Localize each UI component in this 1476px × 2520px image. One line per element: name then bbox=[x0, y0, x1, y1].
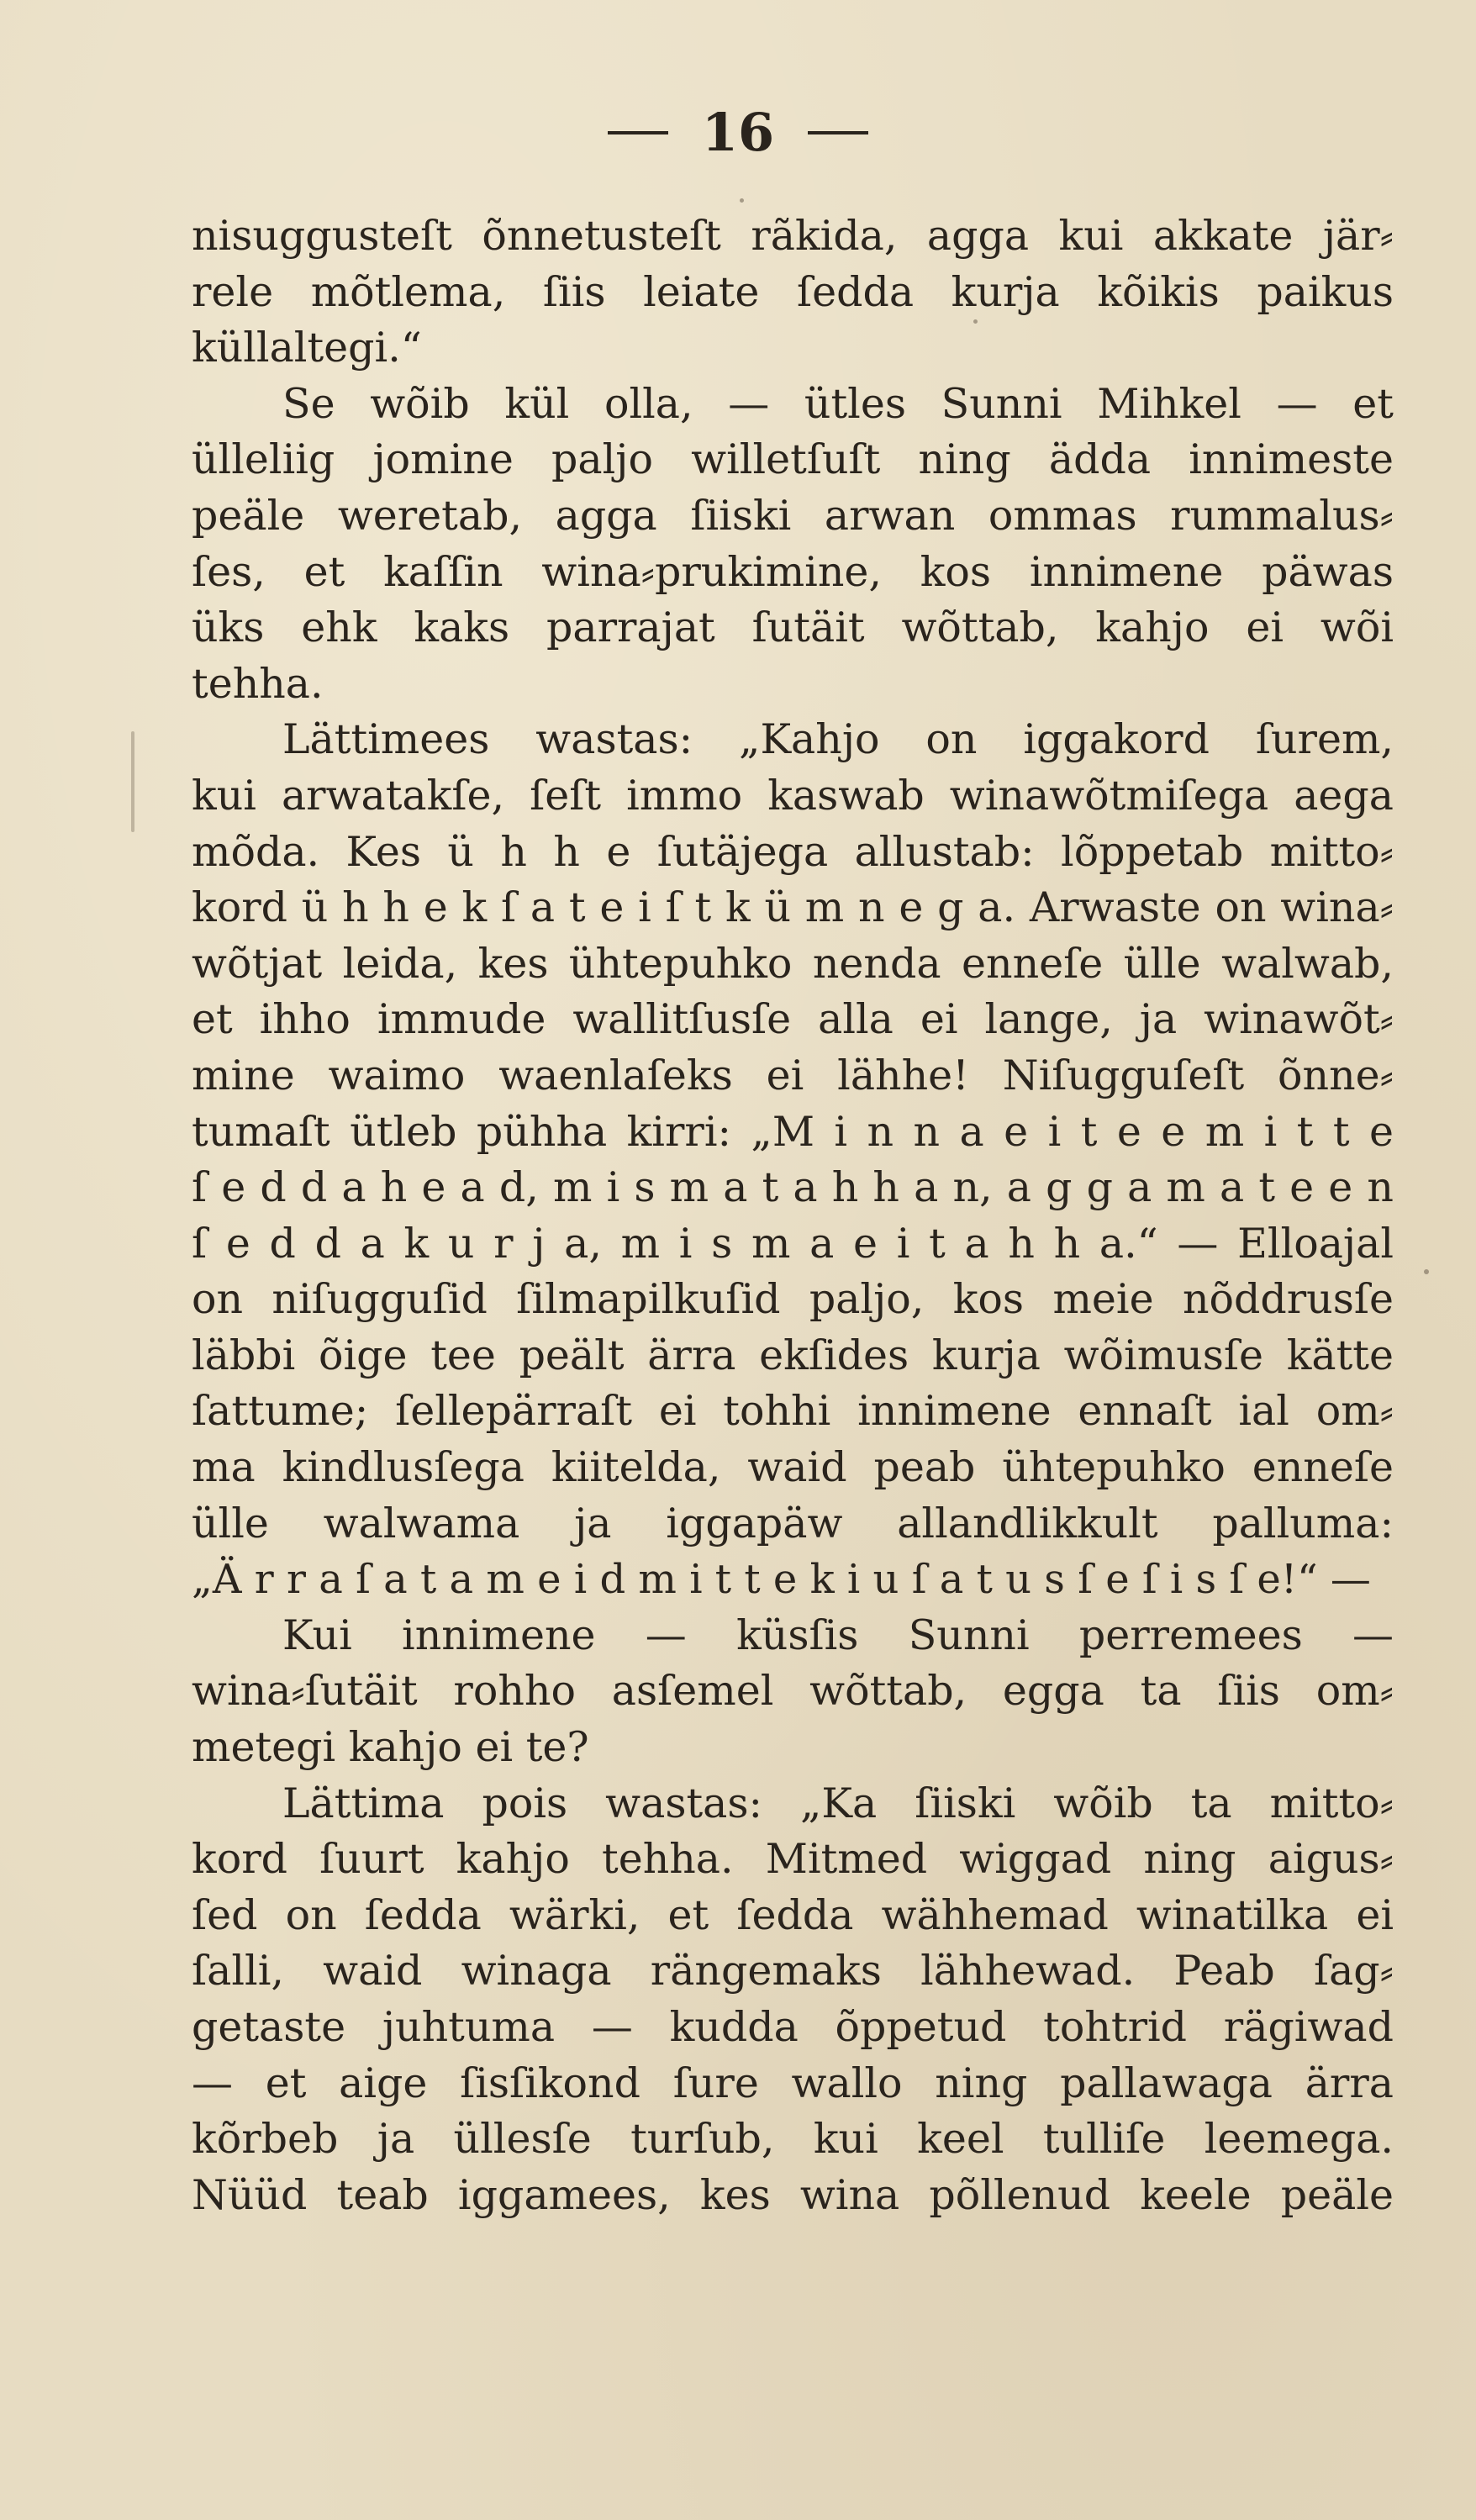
text-line: küllaltegi.“ bbox=[192, 324, 422, 372]
text-line: et ihho immude wallitſusſe alla ei lange, ja winawõt⸗ bbox=[192, 995, 1394, 1044]
text-line: tehha. bbox=[192, 659, 324, 708]
header-dash-right bbox=[808, 131, 868, 134]
page-header bbox=[0, 99, 1476, 166]
text-line: wina⸗ſutäit rohho asſemel wõttab, egga ta ſiis om⸗ bbox=[192, 1667, 1394, 1716]
text-line: üks ehk kaks parrajat ſutäit wõttab, kahjo ei wõi bbox=[192, 604, 1394, 652]
text-line: kord ü h h e k ſ a t e i ſ t k ü m n e g a. Arwaste on wina⸗ bbox=[192, 883, 1394, 932]
text-line: mine waimo waenlaſeks ei lähhe! Niſugguſeſt õnne⸗ bbox=[192, 1051, 1394, 1099]
page-number: 16 bbox=[701, 102, 775, 163]
text-line: ülleliig jomine paljo willetſuſt ning ädda innimeste bbox=[192, 435, 1394, 484]
text-line: kõrbeb ja üllesſe turſub, kui keel tulliſe leemega. bbox=[192, 2115, 1394, 2164]
paper-speck bbox=[740, 198, 744, 203]
text-line: läbbi õige tee peält ärra ekſides kurja wõimusſe kätte bbox=[192, 1331, 1394, 1379]
text-line: tumaſt ütleb pühha kirri: „M i n n a e i t e e m i t t e bbox=[192, 1107, 1394, 1156]
text-line: — et aige ſisſikond ſure wallo ning pallawaga ärra bbox=[192, 2059, 1394, 2107]
text-line: kord ſuurt kahjo tehha. Mitmed wiggad ning aigus⸗ bbox=[192, 1835, 1394, 1884]
text-line: kui arwatakſe, ſeſt immo kaswab winawõtmiſega aega bbox=[192, 771, 1394, 820]
text-line: mõda. Kes ü h h e ſutäjega allustab: lõppetab mitto⸗ bbox=[192, 827, 1394, 876]
header-dash-left bbox=[608, 131, 668, 134]
paper-speck bbox=[1424, 1269, 1429, 1274]
text-line: Lättima pois wastas: „Ka ſiiski wõib ta mitto⸗ bbox=[282, 1779, 1394, 1827]
paper-mark bbox=[131, 731, 134, 832]
paper-speck bbox=[973, 319, 978, 324]
text-line: Se wõib kül olla, — ütles Sunni Mihkel — et bbox=[282, 379, 1394, 428]
text-line: ma kindlusſega kiitelda, waid peab ühtepuhko enneſe bbox=[192, 1443, 1394, 1492]
text-line: metegi kahjo ei te? bbox=[192, 1723, 589, 1772]
text-line: ſalli, waid winaga rängemaks lähhewad. Peab ſag⸗ bbox=[192, 1947, 1394, 1995]
text-line: ülle walwama ja iggapäw allandlikkult palluma: bbox=[192, 1499, 1394, 1547]
text-line: ſ e d d a h e a d, m i s m a t a h h a n, a g g a m a t e e n bbox=[192, 1163, 1394, 1212]
text-line: on niſugguſid ſilmapilkuſid paljo, kos meie nõddrusſe bbox=[192, 1275, 1394, 1324]
text-line: Nüüd teab iggamees, kes wina põllenud keele peäle bbox=[192, 2170, 1394, 2219]
text-line: ſ e d d a k u r j a, m i s m a e i t a h h a.“ — Elloajal bbox=[192, 1219, 1394, 1268]
text-line: getaste juhtuma — kudda õppetud tohtrid rägiwad bbox=[192, 2003, 1394, 2051]
text-line: ſes, et kaſſin wina⸗prukimine, kos innimene päwas bbox=[192, 547, 1394, 596]
text-line: peäle weretab, agga ſiiski arwan ommas rummalus⸗ bbox=[192, 491, 1394, 540]
text-line: ſed on ſedda wärki, et ſedda wähhemad winatilka ei bbox=[192, 1890, 1394, 1939]
text-line: wõtjat leida, kes ühtepuhko nenda enneſe ülle walwab, bbox=[192, 939, 1394, 988]
text-line: rele mõtlema, ſiis leiate ſedda kurja kõikis paikus bbox=[192, 267, 1394, 316]
text-line: „Ä r r a ſ a t a m e i d m i t t e k i u ſ a t u s ſ e ſ i s ſ e!“ — bbox=[192, 1556, 1371, 1604]
body-text bbox=[192, 208, 1394, 2223]
text-line: Kui innimene — küsſis Sunni perremees — bbox=[282, 1611, 1394, 1659]
text-line: nisuggusteſt õnnetusteſt rãkida, agga kui akkate jär⸗ bbox=[192, 212, 1394, 260]
text-line: ſattume; ſellepärraſt ei tohhi innimene ennaſt ial om⸗ bbox=[192, 1387, 1394, 1436]
text-line: Lättimees wastas: „Kahjo on iggakord ſurem, bbox=[282, 715, 1394, 764]
